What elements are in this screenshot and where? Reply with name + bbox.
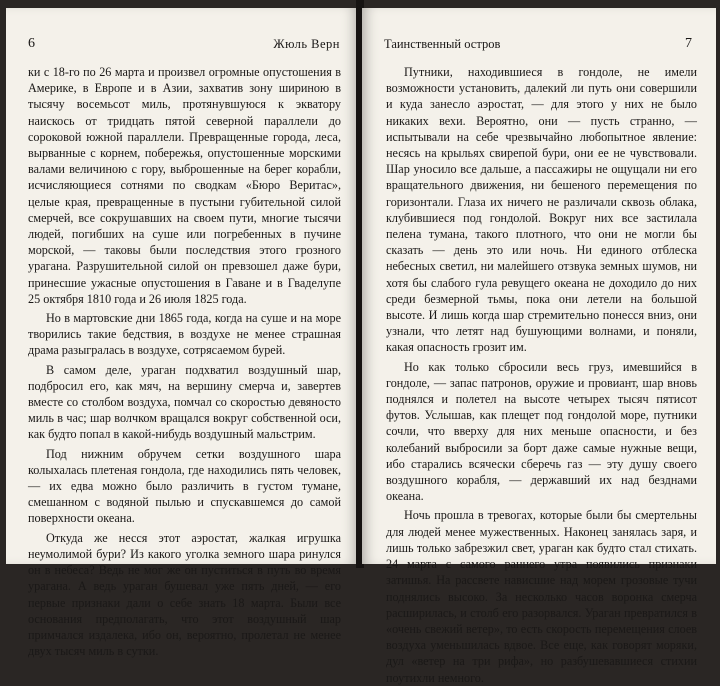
left-running-head: Жюль Верн [273, 37, 340, 51]
left-page-number: 6 [28, 36, 35, 51]
left-page [6, 8, 358, 659]
left-page-text [28, 64, 341, 659]
left-page-header [6, 36, 358, 56]
paragraph: Но как только сбросили весь груз, имевшийся в гондоле, — запас патронов, оружие и провиант, шар вновь поднялся и полетел на высоте четырех тысяч пятисот футов. Услышав, как плещет под гондолой море, путники сочли, что вверху для них меньше опасности, и без колебаний выбросили за борт даже самые нужные вещи, ибо старались всячески сберечь газ — эту душу своего воздушного корабля, — державший их над безднами океана. [386, 359, 697, 504]
paragraph: Под нижним обручем сетки воздушного шара колыхалась плетеная гондола, где находились пять человек, — их едва можно было различить в густом тумане, смешанном с водяной пылью и спускавшемся до самой поверхности океана. [28, 446, 341, 526]
paragraph: Ночь прошла в тревогах, которые были бы смертельны для людей менее мужественных. Наконец занялась заря, и лишь только забрезжил свет, ураган как будто стал стихать. 24 марта с самого раннего утра появились признаки затишья. На рассвете нависшие над морем грозовые тучи поднялись высоко. За несколько часов воронка смерча расширилась, и столб его разорвался. Ураган превратился в «очень свежий ветер», то есть скорость перемещения слоев воздуха уменьшилась вдвое. Все еще, как говорят моряки, дул «ветер на три рифа», но разбушевавшиеся стихии поутихли немного. [386, 508, 697, 685]
paragraph: Откуда же несся этот аэростат, жалкая игрушка неумолимой бури? Из какого уголка земного шара ринулся он в небеса? Ведь не мог же он пуститься в путь во время урагана. А ведь ураган бушевал уже пять дней, — его первые признаки дали о себе знать 18 марта. Были все основания предполагать, что этот воздушный шар примчался издалека, ибо он, вероятно, пролетал не менее двух тысяч миль в сутки. [28, 530, 341, 659]
paragraph: Но в мартовские дни 1865 года, когда на суше и на море творились такие бедствия, в воздухе не менее страшная драма разыгралась в воздухе, сотрясаемом бурей. [28, 311, 341, 358]
right-page [362, 8, 716, 685]
paragraph: ки с 18-го по 26 марта и произвел огромные опустошения в Америке, в Европе и в Азии, захватив зону шириною в тысячу восемьсот миль, протянувшуюся к экватору наискось от тридцать пятой северной параллели до сороковой южной параллели. Превращенные города, леса, вырванные с корнем, побережья, опустошенные морскими валами величиною с гору, выброшенные на берег корабли, исчисляющиеся сотнями по сводкам «Бюро Веритас», целые края, превращенные в пустыни губительной силой смерчей, все сокрушавших на своем пути, многие тысячи людей, погибших на суше или погребенных в пучине морской, — таковы были последствия этого грозного урагана. Разрушительной силой он превзошел даже бури, принесшие ужасные опустошения в Гаване и в Гваделупе 25 октября 1810 года и 26 июля 1825 года. [28, 65, 341, 306]
paragraph: В самом деле, ураган подхватил воздушный шар, подбросил его, как мяч, на вершину смерча и, завертев вместе со столбом воздуха, помчал со скоростью девяносто миль в час; шар волчком вращался вокруг собственной оси, как будто попал в какой-нибудь воздушный мальстрим. [28, 362, 341, 442]
right-page-header [362, 36, 716, 56]
right-page-text [386, 64, 697, 686]
paragraph: Путники, находившиеся в гондоле, не имели возможности установить, далекий ли путь они совершили и куда занесло аэростат, — для этого у них не было никаких вехи. Вероятно, они — пусть странно, — испытывали на себе чрезвычайно любопытное явление: несясь на крыльях свирепой бури, они ее не чувствовали. Шар уносило все дальше, а пассажиры не ощущали ни его вращательного движения, ни бешеного перемещения по горизонтали. Глаза их ничего не различали сквозь облака, клубившиеся под гондолой. Вокруг них все застилала пелена тумана, такого плотного, что они не могли бы сказать — день это или ночь. Ни единого отблеска небесных светил, ни малейшего отзвука земных шумов, ни хотя бы слабого гула ревущего океана не доходило до них среди безмерной тьмы, пока они летели на большой высоте. И лишь когда шар стремительно понесся вниз, они узнали, что летят над бушующими волнами, и поняли, какая опасность грозит им. [386, 65, 697, 355]
right-page-number: 7 [685, 36, 692, 51]
right-running-head: Таинственный остров [384, 37, 501, 51]
